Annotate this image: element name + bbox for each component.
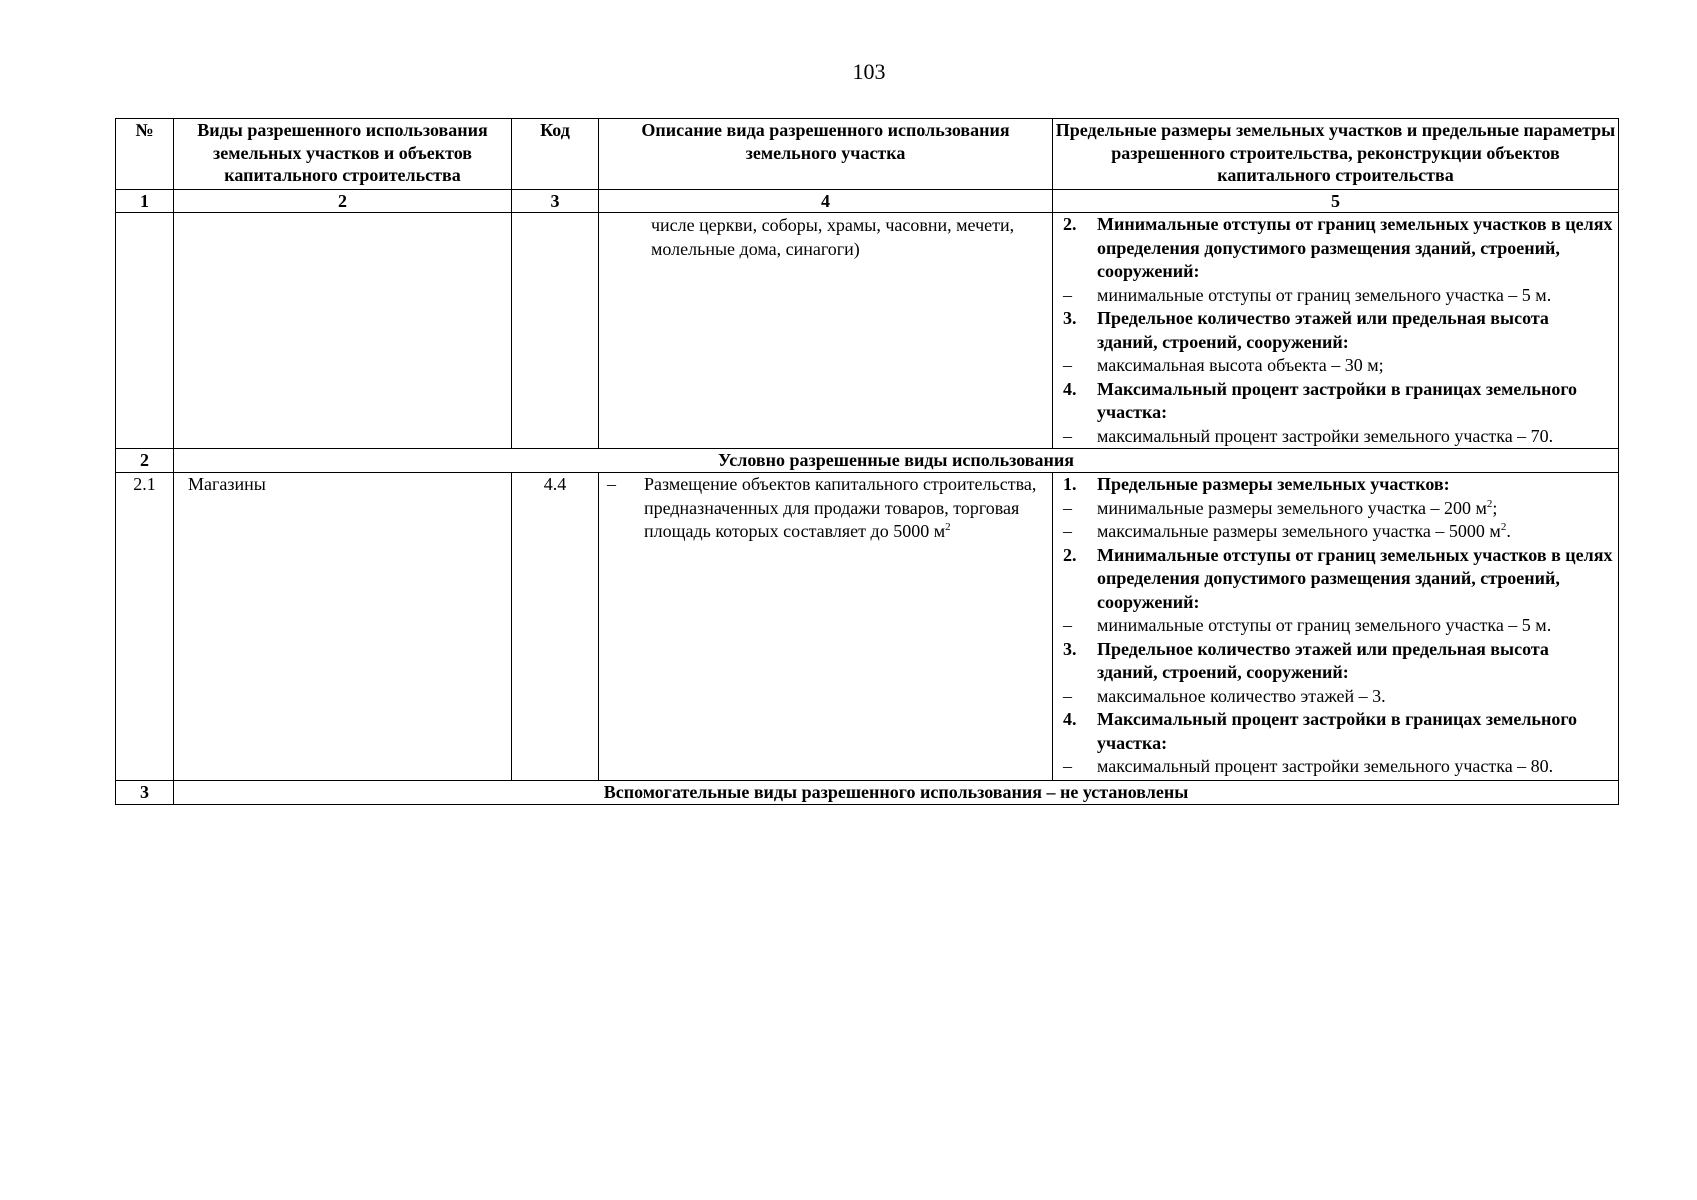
section-row-conditional <box>116 449 1619 473</box>
section-number: 2 <box>116 449 174 473</box>
column-number: 2 <box>174 190 512 213</box>
parameters-cell <box>1053 213 1619 449</box>
row-number-cell: 2.1 <box>116 473 174 781</box>
column-number-row <box>116 190 1619 213</box>
section-title: Вспомогательные виды разрешенного использования – не установлены <box>174 781 1619 805</box>
param-item: – максимальные размеры земельного участка – 5000 $м^2$. <box>1063 521 1511 541</box>
table-row <box>116 473 1619 781</box>
land-use-table <box>115 118 1619 805</box>
code-cell <box>512 213 599 449</box>
param-item: – минимальные отступы от границ земельного участка – 5 м. <box>1063 284 1552 305</box>
column-number: 4 <box>599 190 1053 213</box>
param-heading: 2. Минимальные отступы от границ земельных участков в целях определения допустимого размещения зданий, строений, сооружений: <box>1063 544 1613 612</box>
land-use-cell <box>174 213 512 449</box>
description-text: – Размещение объектов капитального строительства, предназначенных для продажи товаров, торговая площадь которых составляет до 5000 $м^2$ <box>607 474 1037 541</box>
description-cell <box>599 473 1053 781</box>
land-use-name: Магазины <box>188 474 266 494</box>
param-item: – максимальный процент застройки земельного участка – 70. <box>1063 425 1554 446</box>
land-use-cell <box>174 473 512 781</box>
column-number: 5 <box>1053 190 1619 213</box>
param-item: – минимальные размеры земельного участка – 200 $м^2$; <box>1063 497 1498 518</box>
table-row-continued <box>116 213 1619 449</box>
param-heading: 1. Предельные размеры земельных участков: <box>1063 474 1450 494</box>
description-cell <box>599 213 1053 449</box>
header-description: Описание вида разрешенного использования земельного участка <box>599 119 1053 190</box>
code-cell: 4.4 <box>512 473 599 781</box>
header-number: № <box>116 119 174 190</box>
section-number: 3 <box>116 781 174 805</box>
row-number-cell <box>116 213 174 449</box>
param-item: – максимальный процент застройки земельного участка – 80. <box>1063 756 1554 776</box>
param-heading: 4. Максимальный процент застройки в границах земельного участка: <box>1063 378 1578 422</box>
section-row-auxiliary <box>116 781 1619 805</box>
header-code: Код <box>512 119 599 190</box>
parameters-cell <box>1053 473 1619 781</box>
param-item: – максимальное количество этажей – 3. <box>1063 685 1386 706</box>
param-item: – минимальные отступы от границ земельного участка – 5 м. <box>1063 615 1552 635</box>
description-text: числе церкви, соборы, храмы, часовни, мечети, молельные дома, синагоги) <box>651 215 1015 259</box>
header-parameters: Предельные размеры земельных участков и предельные параметры разрешенного строительства, реконструкции объектов капитального строительства <box>1053 119 1619 190</box>
column-number: 3 <box>512 190 599 213</box>
param-item: – максимальная высота объекта – 30 м; <box>1063 355 1384 375</box>
table-header-row <box>116 119 1619 190</box>
page-number: 103 <box>852 59 886 84</box>
header-land-use-type: Виды разрешенного использования земельных участков и объектов капитального строительства <box>174 119 512 190</box>
section-title: Условно разрешенные виды использования <box>174 449 1619 473</box>
param-heading: 2. Минимальные отступы от границ земельных участков в целях определения допустимого размещения зданий, строений, сооружений: <box>1063 214 1613 281</box>
column-number: 1 <box>116 190 174 213</box>
param-heading: 3. Предельное количество этажей или предельная высота зданий, строений, сооружений: <box>1063 308 1549 352</box>
param-heading: 4. Максимальный процент застройки в границах земельного участка: <box>1063 709 1578 753</box>
param-heading: 3. Предельное количество этажей или предельная высота зданий, строений, сооружений: <box>1063 638 1549 682</box>
